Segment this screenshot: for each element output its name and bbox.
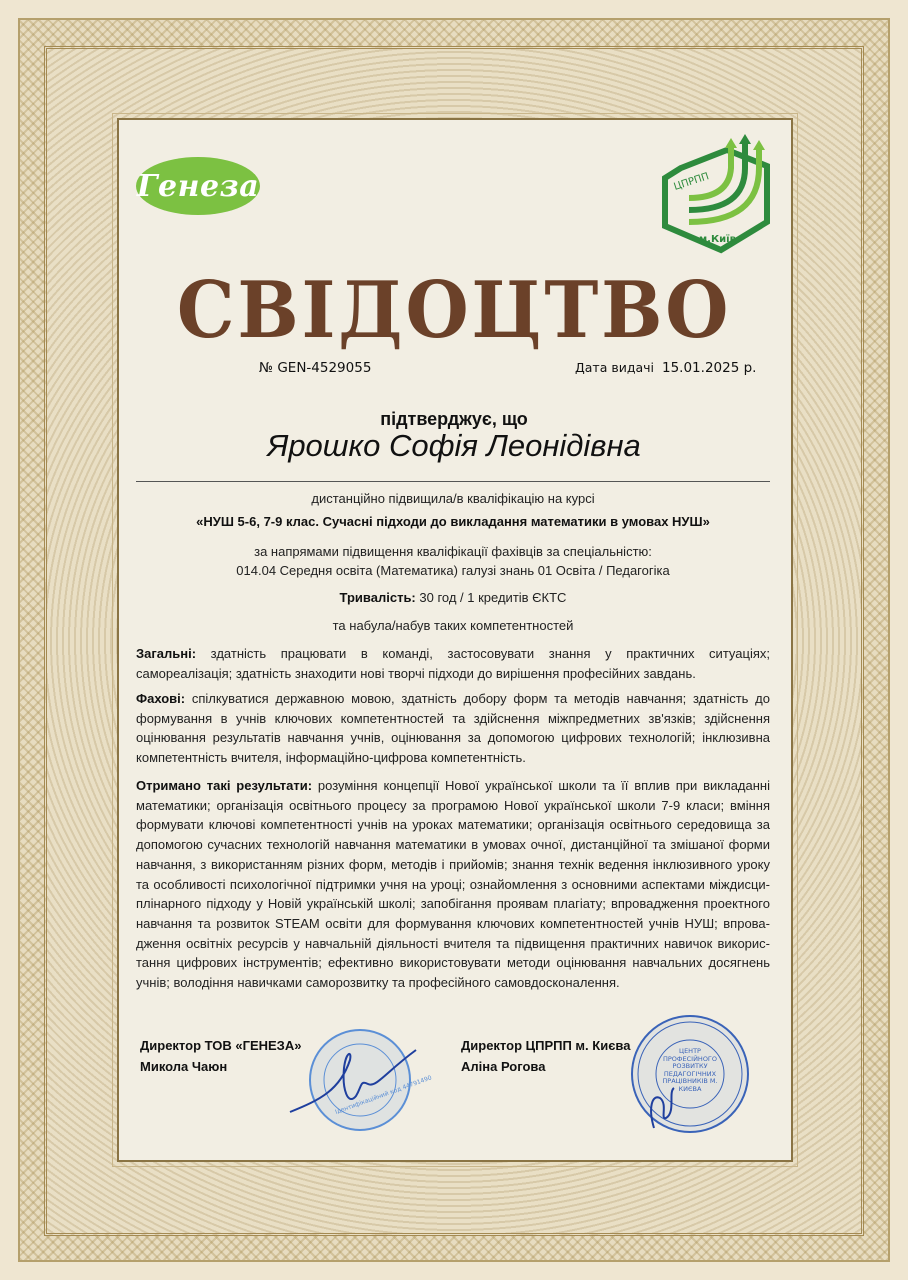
specialty: 014.04 Середня освіта (Математика) галузі знань 01 Освіта / Педагогіка xyxy=(236,563,670,578)
learning-results xyxy=(136,776,770,993)
course-title: «НУШ 5-6, 7-9 клас. Сучасні підходи до викладання математики в умовах НУШ» xyxy=(196,514,710,529)
course-intro: дистанційно підвищила/в кваліфікацію на курсі xyxy=(311,491,595,506)
results-text: розуміння концепції Нової української школи та її вплив при викладанні математики; організація освітнього процесу за програмою Нової української школи 7-9 класи; вміння формувати ключові компетентності учнів на уроках математики; організація освітнього середовища за допомогою сучасних технологій навчання математики в умовах очної, дистанційної та змішаної форми навчання, з використанням різних форм, методів і прийомів; знання технік ведення інклюзивного уроку та особливості психологічної підтримки учня на уроці; ознайомлення з основними аспектами міждисци-плінарного підходу у Новій українській школі; запобігання проявам плагіату; впровадження проектного навчання та розвиток STEAM освіти для формування ключових компетентностей учнів НУШ; впрова-дження освітніх ресурсів у навчальній діяльності вчителя та підвищення практичних навичок викорис-тання цифрових інструментів; ефективно використовувати методи оцінювання навчальних досягнень учнів; володіння навичками саморозвитку та професійного самовдосконалення. xyxy=(136,778,770,991)
confirms-text: підтверджує, що xyxy=(380,409,528,429)
right-signatory-name: Аліна Рогова xyxy=(461,1059,546,1074)
left-signatory-name: Микола Чаюн xyxy=(140,1059,228,1074)
geneza-logo xyxy=(136,157,260,215)
professional-label: Фахові: xyxy=(136,691,186,706)
general-label: Загальні: xyxy=(136,646,197,661)
cprpp-stamp xyxy=(624,1008,756,1140)
directions-intro: за напрямами підвищення кваліфікації фахівців за спеціальністю: xyxy=(254,544,652,559)
competencies-intro: та набула/набув таких компетентностей xyxy=(332,618,574,633)
issue-date-label: Дата видачі xyxy=(575,360,654,375)
general-text: здатність працювати в команді, застосовувати знання у практичних ситуаціях; самореалізація; здатність знаходити нові творчі підходи до вирішення професійних завдань. xyxy=(136,646,770,681)
left-signatory xyxy=(140,1035,301,1077)
professional-competencies xyxy=(136,689,770,768)
duration xyxy=(136,590,770,605)
right-signatory xyxy=(461,1035,630,1077)
right-signatory-title: Директор ЦПРПП м. Києва xyxy=(461,1038,631,1053)
geneza-logo-text: Генеза xyxy=(136,168,260,204)
issue-date xyxy=(575,360,756,376)
general-competencies xyxy=(136,644,770,683)
recipient-name: Ярошко Софія Леонідівна xyxy=(267,428,641,463)
duration-label: Тривалість: xyxy=(339,590,416,605)
geneza-stamp xyxy=(290,1020,433,1140)
cprpp-logo-bottom-text: м.Київ xyxy=(699,234,736,245)
cprpp-stamp-text: ЦЕНТР ПРОФЕСІЙНОГО РОЗВИТКУ ПЕДАГОГІЧНИХ ПРАЦІВНИКІВ М. КИЄВА xyxy=(662,1047,718,1093)
professional-text: спілкуватися державною мовою, здатність добору форм та методів навчання; здатність до формування в учнів ключових компетентностей та здійснення міжпредметних зв'язків; здійснення оцінювання результатів навчання учнів, оцінювання за допомогою цифрових технологій; інклюзивна компетентність вчителя, інформаційно-цифрова компетентність. xyxy=(136,691,770,766)
duration-value: 30 год / 1 кредитів ЄКТС xyxy=(415,590,567,605)
results-label: Отримано такі результати: xyxy=(136,778,313,793)
issue-date-value: 15.01.2025 р. xyxy=(662,360,757,376)
name-divider xyxy=(136,481,770,482)
cprpp-logo xyxy=(659,138,771,258)
left-signatory-title: Директор ТОВ «ГЕНЕЗА» xyxy=(140,1038,302,1053)
cprpp-logo-top-text: ЦПРПП xyxy=(672,171,711,193)
certificate-number: № GEN-4529055 xyxy=(259,360,372,376)
certificate-title: СВІДОЦТВО xyxy=(176,265,732,356)
geneza-stamp-text: Ідентифікаційний код 44791490 xyxy=(334,1074,433,1116)
